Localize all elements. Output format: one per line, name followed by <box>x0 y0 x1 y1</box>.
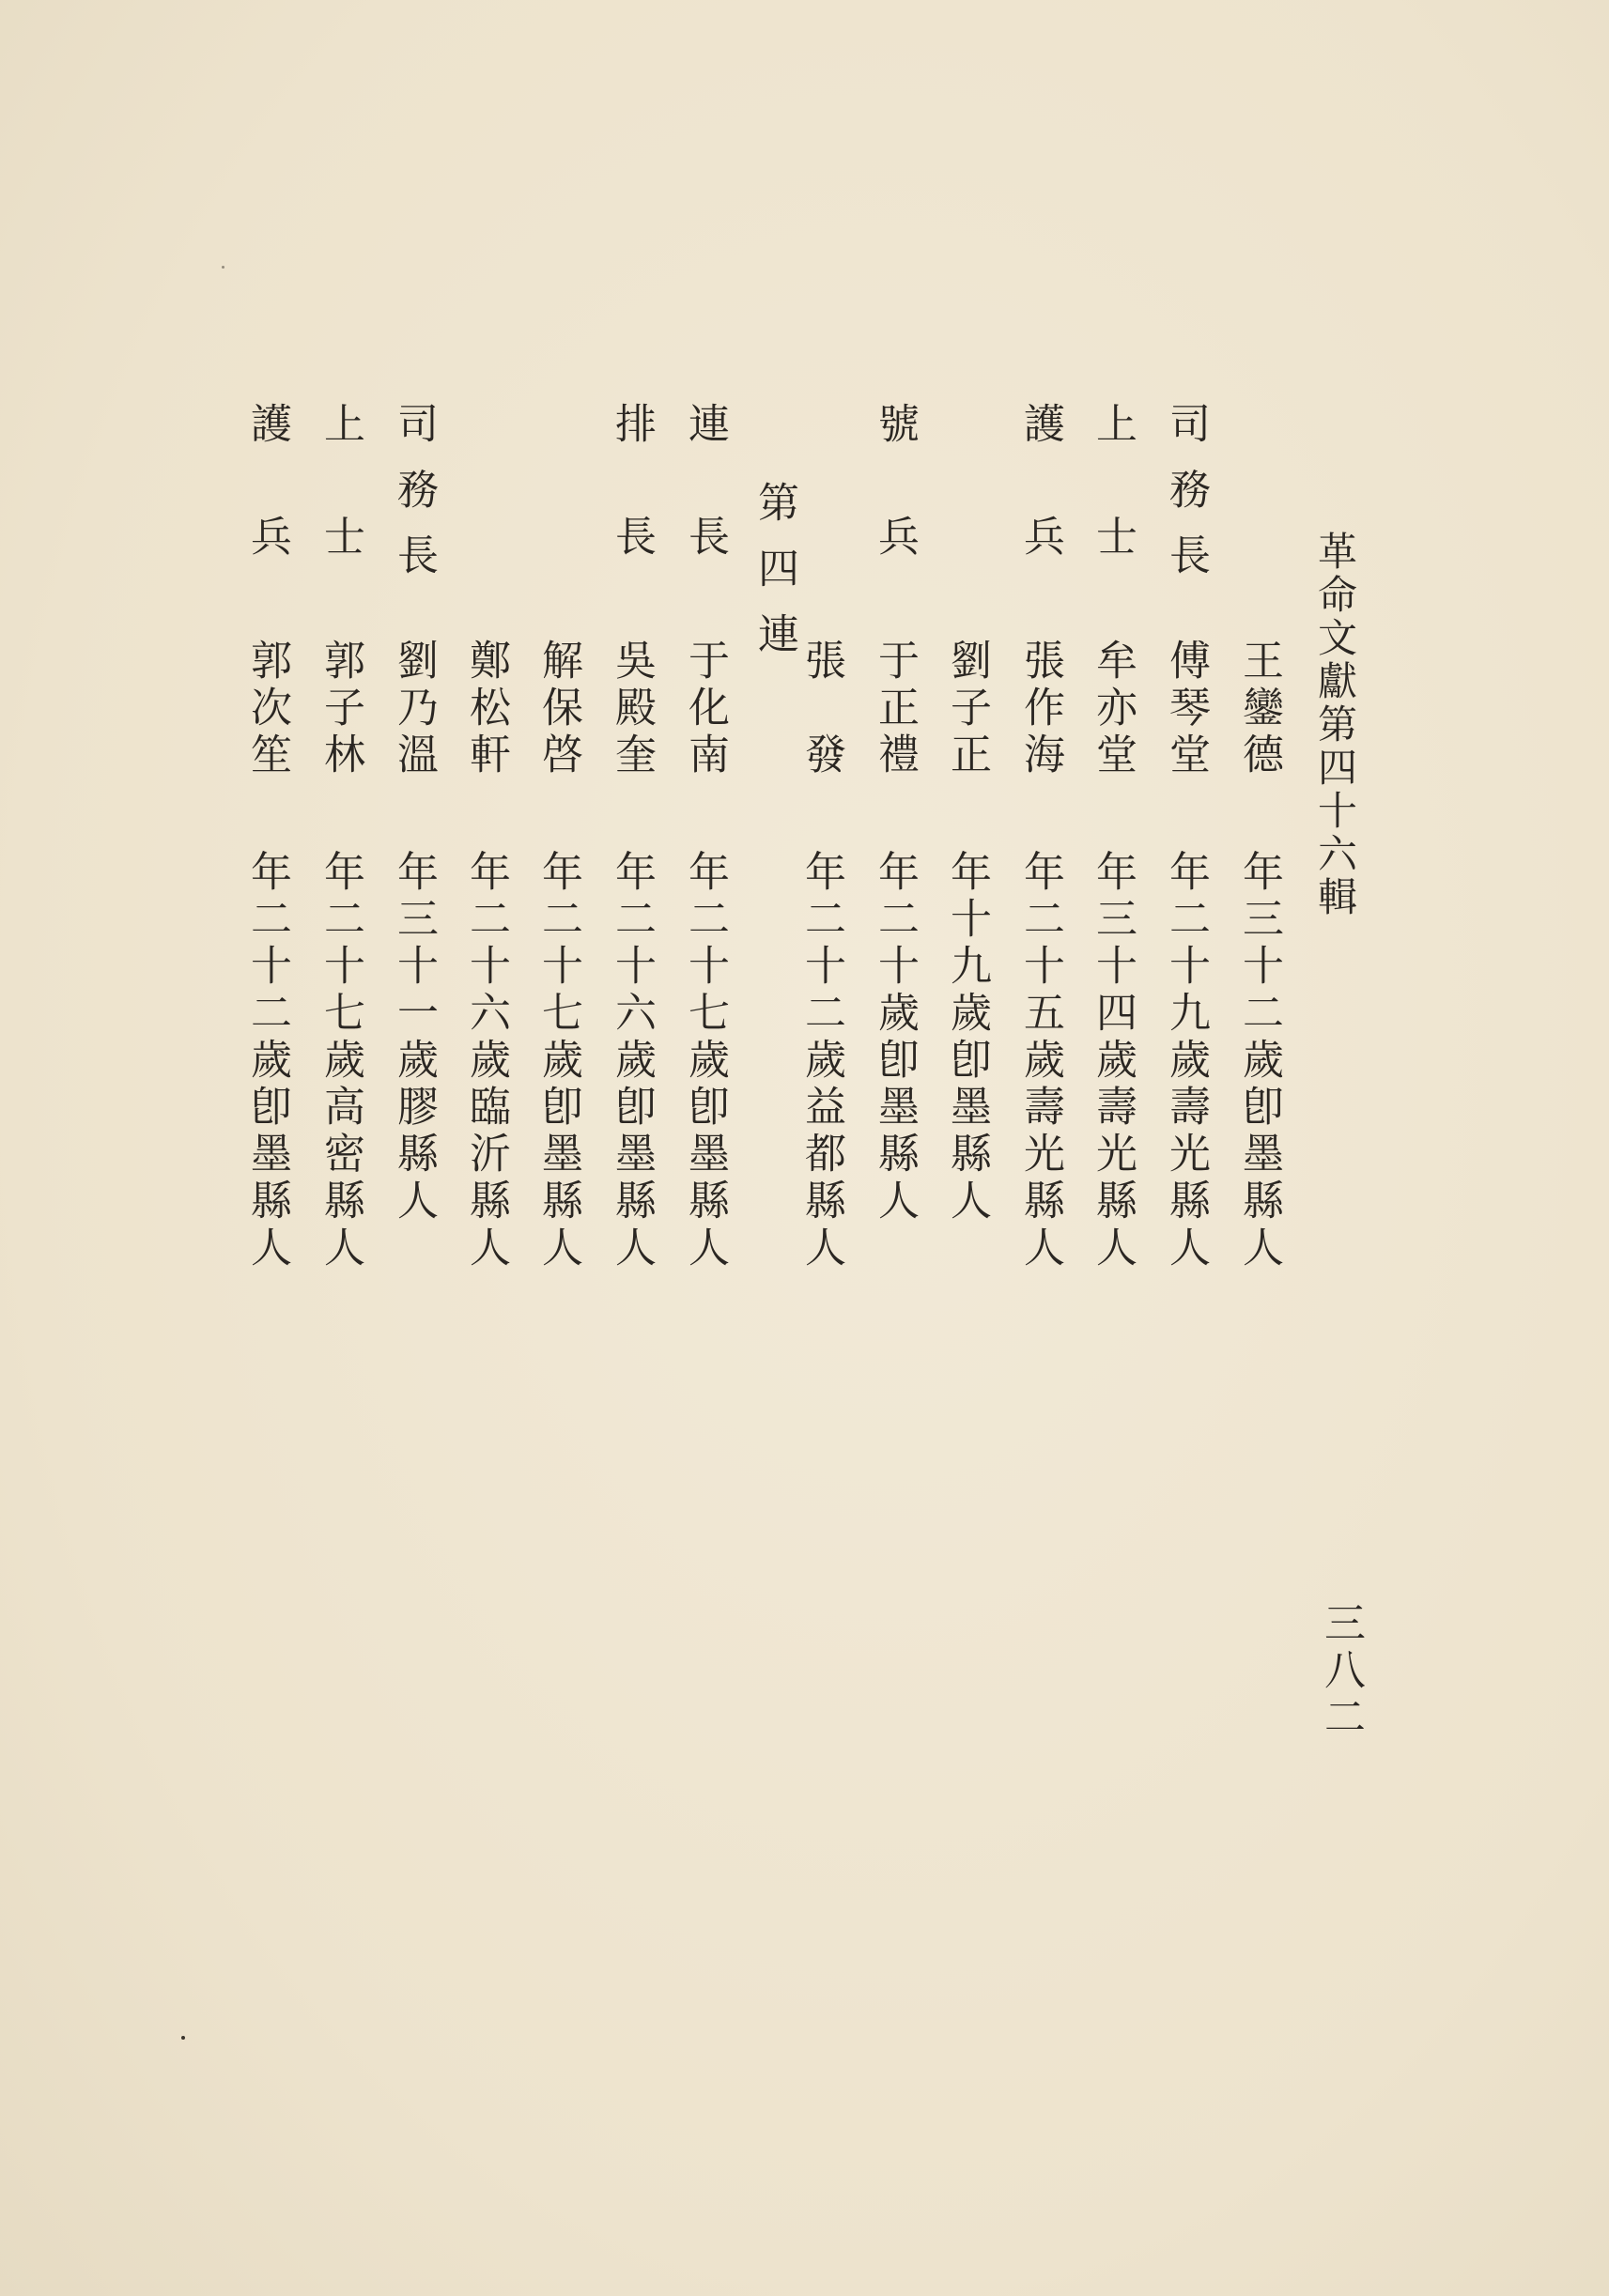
name-cell: 于正禮 <box>871 639 919 779</box>
detail-cell: 年二十二歲益都縣人 <box>797 850 845 1272</box>
name-cell: 吳殿奎 <box>608 639 656 779</box>
name-cell: 劉乃溫 <box>390 639 438 779</box>
print-speck <box>181 2036 185 2040</box>
name-cell: 郭子林 <box>317 639 364 779</box>
name-cell: 王鑾德 <box>1235 639 1283 779</box>
name-cell: 解保啓 <box>534 639 582 779</box>
detail-cell: 年三十四歲壽光縣人 <box>1089 850 1137 1272</box>
detail-cell: 年二十七歲卽墨縣人 <box>534 850 582 1272</box>
detail-cell: 年三十二歲卽墨縣人 <box>1235 850 1283 1272</box>
rank-cell: 排長 <box>608 402 656 627</box>
name-cell: 傅琴堂 <box>1162 639 1210 779</box>
detail-cell: 年三十一歲膠縣人 <box>390 850 438 1225</box>
rank-cell: 上士 <box>317 402 364 627</box>
detail-cell: 年二十九歲壽光縣人 <box>1162 850 1210 1272</box>
name-cell: 于化南 <box>681 639 729 779</box>
rank-cell: 司務長 <box>1162 402 1210 599</box>
page-number: 三八二 <box>1317 1601 1365 1742</box>
rank-cell: 號兵 <box>871 402 919 627</box>
name-cell: 牟亦堂 <box>1089 639 1137 779</box>
rank-cell: 護兵 <box>1016 402 1064 627</box>
rank-cell: 護兵 <box>243 402 291 627</box>
detail-cell: 年十九歲卽墨縣人 <box>943 850 991 1225</box>
name-cell: 劉子正 <box>943 639 991 779</box>
name-cell: 郭次笙 <box>243 639 291 779</box>
detail-cell: 年二十六歲臨沂縣人 <box>462 850 510 1272</box>
rank-cell: 司務長 <box>390 402 438 599</box>
detail-cell: 年二十歲卽墨縣人 <box>871 850 919 1225</box>
name-cell: 鄭松軒 <box>462 639 510 779</box>
detail-cell: 年二十二歲卽墨縣人 <box>243 850 291 1272</box>
name-cell: 張 發 <box>797 639 845 779</box>
book-title-header: 革命文獻第四十六輯 <box>1312 531 1358 919</box>
detail-cell: 年二十六歲卽墨縣人 <box>608 850 656 1272</box>
detail-cell: 年二十七歲高密縣人 <box>317 850 364 1272</box>
name-cell: 張作海 <box>1016 639 1064 779</box>
rank-cell: 上士 <box>1089 402 1137 627</box>
detail-cell: 年二十五歲壽光縣人 <box>1016 850 1064 1272</box>
company-heading: 第四連 <box>750 481 798 678</box>
print-speck <box>222 266 224 269</box>
detail-cell: 年二十七歲卽墨縣人 <box>681 850 729 1272</box>
rank-cell: 連長 <box>681 402 729 627</box>
